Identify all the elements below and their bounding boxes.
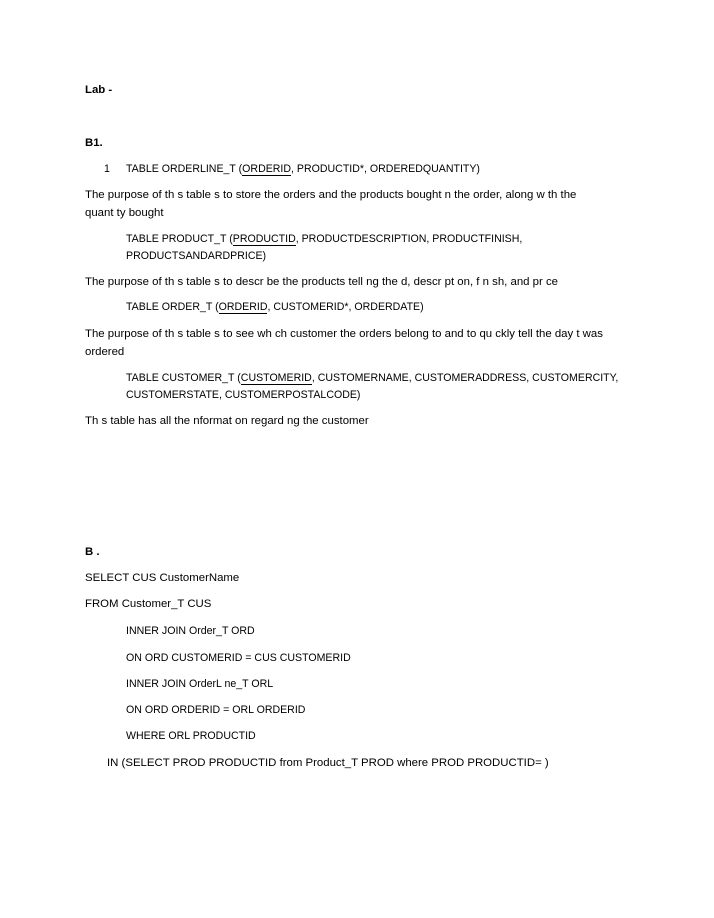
section-b2-label: B .	[85, 546, 100, 558]
table-product-definition	[126, 232, 522, 246]
orderline-description-line1: The purpose of th s table s to store the orders and the products bought n the order, along w th the	[85, 189, 577, 201]
orderline-description-line2: quant ty bought	[85, 207, 164, 219]
table-customer-primary-key: CUSTOMERID	[240, 372, 312, 384]
sql-line: ON ORD CUSTOMERID = CUS CUSTOMERID	[126, 652, 351, 664]
table-order-primary-key: ORDERID	[218, 301, 268, 313]
customer-description: Th s table has all the nformat on regard ng the customer	[85, 415, 369, 427]
sql-line: WHERE ORL PRODUCTID	[126, 730, 256, 742]
table-customer-definition	[126, 371, 618, 385]
section-b1-label: B1.	[85, 137, 103, 149]
table-orderline-primary-key: ORDERID	[242, 163, 292, 175]
table-orderline-prefix: TABLE ORDERLINE_T (	[126, 163, 243, 175]
sql-line: INNER JOIN Order_T ORD	[126, 625, 255, 637]
product-description: The purpose of th s table s to descr be the products tell ng the d, descr pt on, f n sh, and pr ce	[85, 276, 558, 288]
table-customer-suffix: , CUSTOMERNAME, CUSTOMERADDRESS, CUSTOMERCITY,	[311, 372, 619, 384]
table-customer-prefix: TABLE CUSTOMER_T (	[126, 372, 241, 384]
sql-line: FROM Customer_T CUS	[85, 598, 212, 610]
table-orderline-suffix: , PRODUCTID*, ORDEREDQUANTITY)	[291, 163, 480, 175]
list-item-number: 1	[104, 163, 110, 175]
table-customer-definition-line2: CUSTOMERSTATE, CUSTOMERPOSTALCODE)	[126, 389, 361, 401]
sql-line: INNER JOIN OrderL ne_T ORL	[126, 678, 274, 690]
table-order-prefix: TABLE ORDER_T (	[126, 301, 219, 313]
sql-line: SELECT CUS CustomerName	[85, 572, 240, 584]
table-product-primary-key: PRODUCTID	[232, 233, 296, 245]
sql-line: IN (SELECT PROD PRODUCTID from Product_T PROD where PROD PRODUCTID= )	[107, 757, 549, 769]
table-order-suffix: , CUSTOMERID*, ORDERDATE)	[267, 301, 424, 313]
lab-heading: Lab -	[85, 84, 113, 96]
sql-line: ON ORD ORDERID = ORL ORDERID	[126, 704, 306, 716]
order-description-line1: The purpose of th s table s to see wh ch customer the orders belong to and to qu ckly tell the day t was	[85, 328, 603, 340]
table-order-definition	[126, 300, 424, 314]
order-description-line2: ordered	[85, 346, 125, 358]
table-product-definition-line2: PRODUCTSANDARDPRICE)	[126, 250, 267, 262]
table-orderline-definition	[126, 162, 480, 176]
table-product-suffix: , PRODUCTDESCRIPTION, PRODUCTFINISH,	[295, 233, 523, 245]
table-product-prefix: TABLE PRODUCT_T (	[126, 233, 233, 245]
